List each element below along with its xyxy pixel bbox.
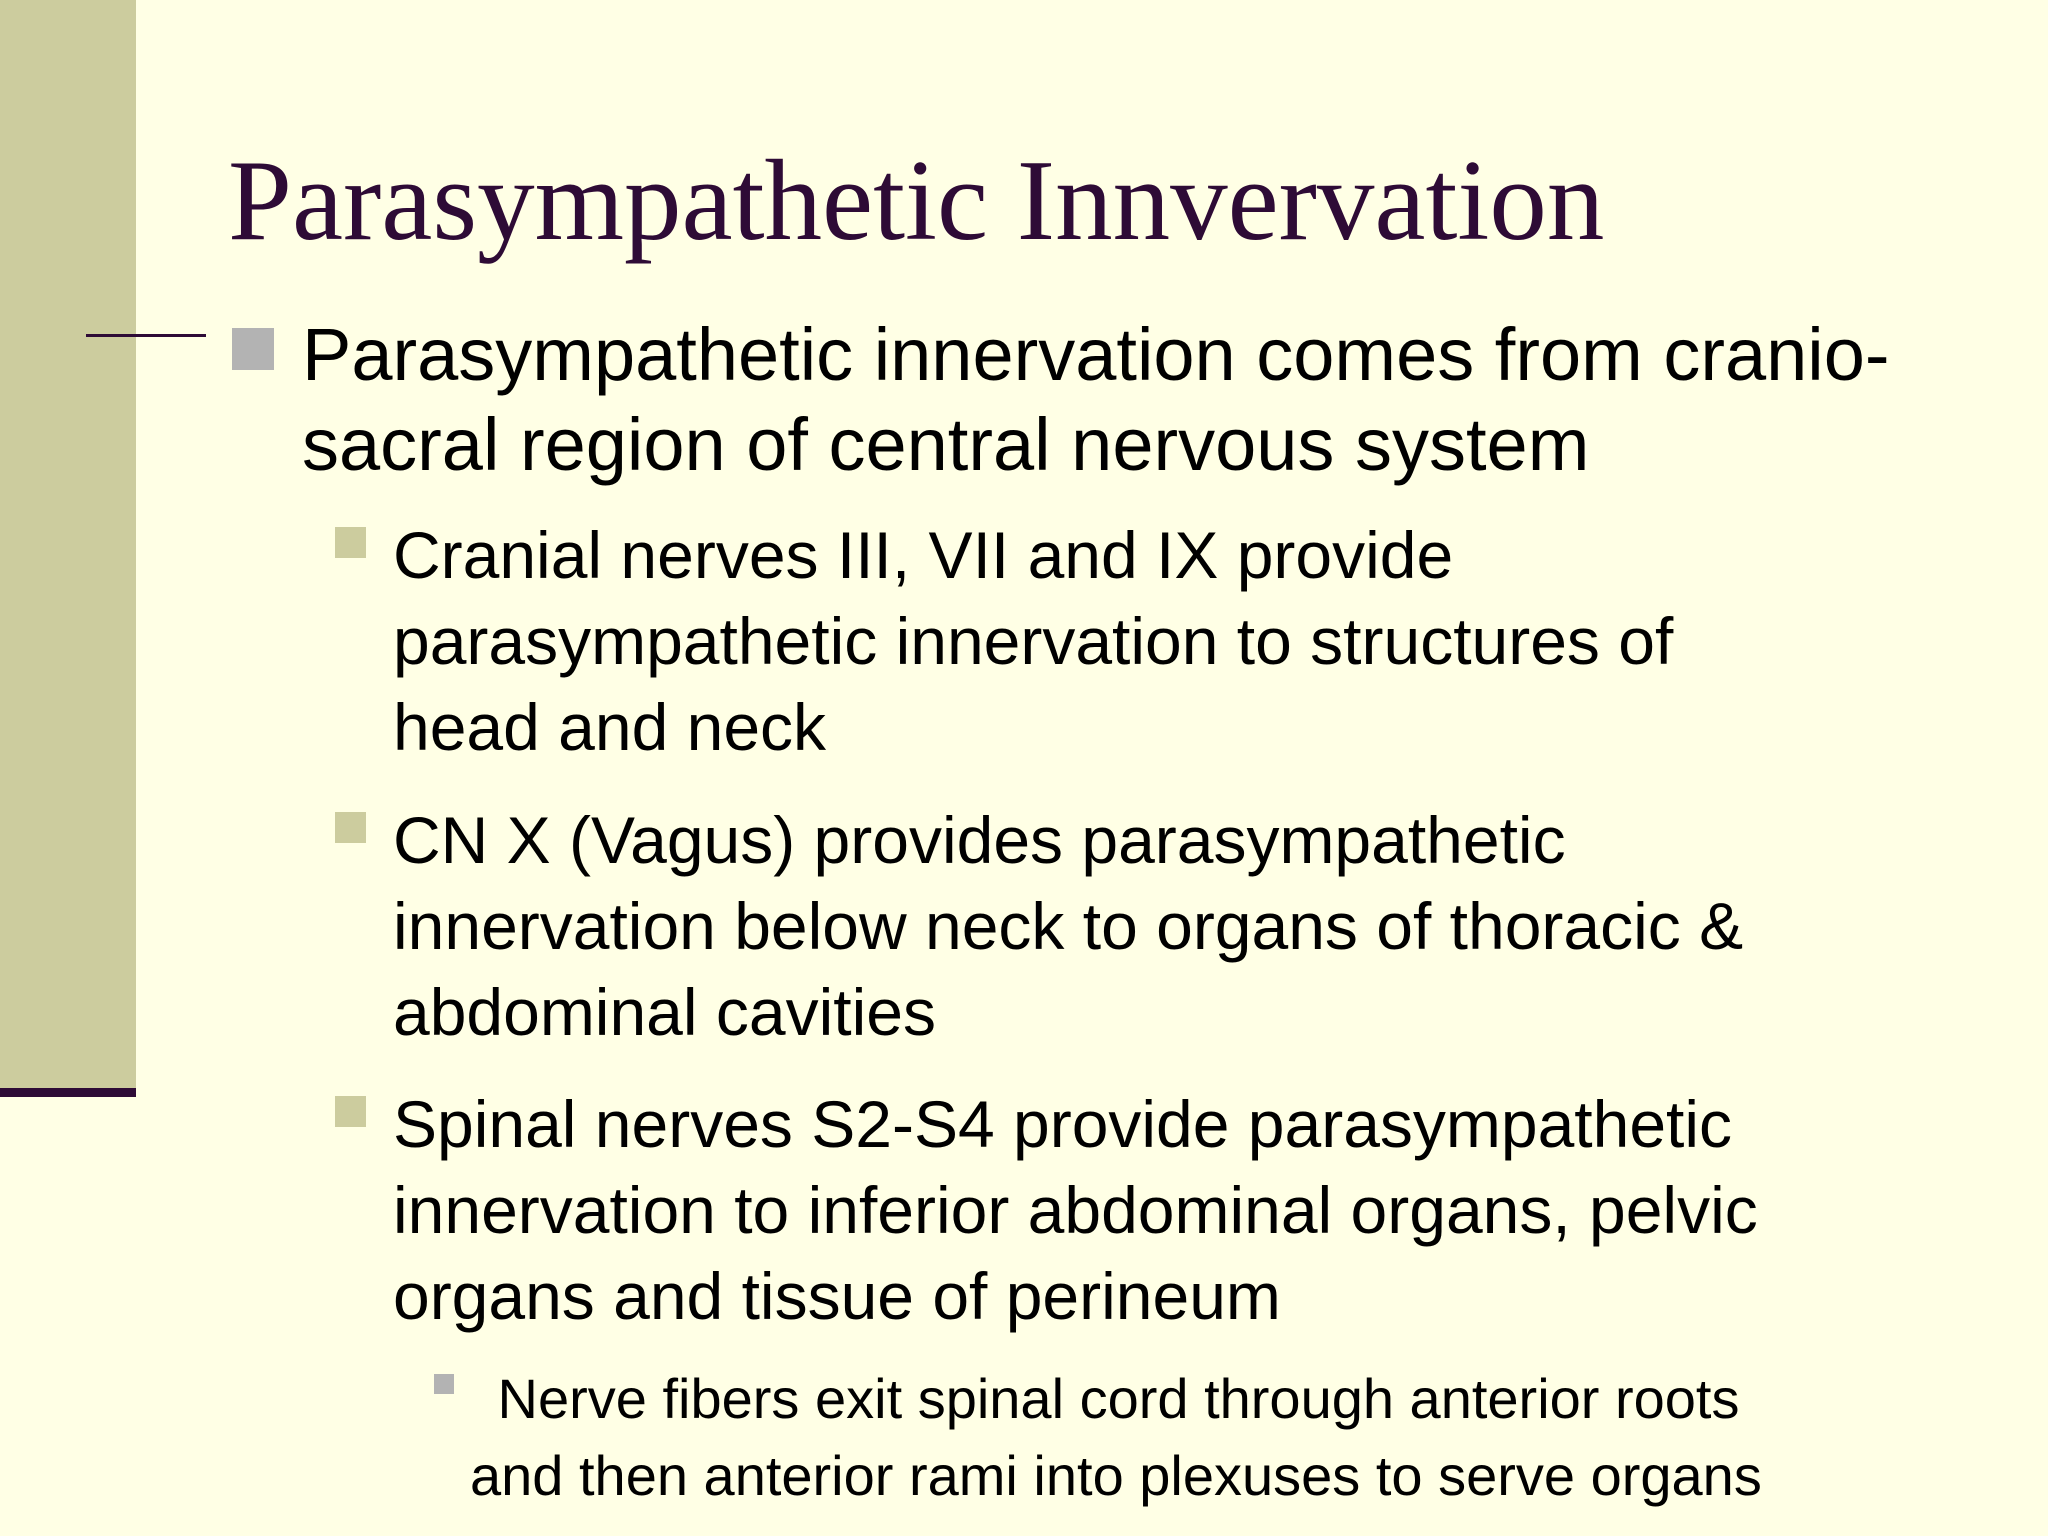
side-bar — [0, 0, 136, 1088]
bullet-level1 — [302, 310, 2022, 490]
bullet-line: organs and tissue of perineum — [393, 1259, 1281, 1333]
bullet-line: Spinal nerves S2-S4 provide parasympathetic — [393, 1087, 1733, 1161]
bullet-level2-cranial — [393, 512, 1993, 770]
square-bullet-icon — [335, 1096, 366, 1127]
bullet-level2-vagus — [393, 797, 1993, 1055]
bullet-line: CN X (Vagus) provides parasympathetic — [393, 803, 1566, 877]
bullet-line: Cranial nerves III, VII and IX provide — [393, 518, 1454, 592]
square-bullet-icon — [434, 1374, 454, 1394]
bullet-line: abdominal cavities — [393, 975, 936, 1049]
accent-line — [86, 334, 206, 337]
bullet-line: innervation below neck to organs of thoracic & — [393, 889, 1744, 963]
bullet-line: innervation to inferior abdominal organs, pelvic — [393, 1173, 1758, 1247]
bullet-level3-nerve-fibers — [470, 1360, 2022, 1514]
side-bar-rule — [0, 1088, 136, 1097]
bullet-line: sacral region of central nervous system — [302, 403, 1590, 486]
bullet-level2-spinal — [393, 1081, 1993, 1339]
bullet-line: Nerve fibers exit spinal cord through anterior roots — [482, 1367, 1740, 1430]
square-bullet-icon — [232, 328, 274, 370]
slide-title: Parasympathetic Innvervation — [228, 137, 1605, 264]
square-bullet-icon — [335, 527, 366, 558]
square-bullet-icon — [335, 812, 366, 843]
bullet-line: Parasympathetic innervation comes from cranio- — [302, 313, 1890, 396]
bullet-line: head and neck — [393, 690, 827, 764]
bullet-line: parasympathetic innervation to structures of — [393, 604, 1674, 678]
bullet-line: and then anterior rami into plexuses to serve organs — [470, 1444, 1762, 1507]
